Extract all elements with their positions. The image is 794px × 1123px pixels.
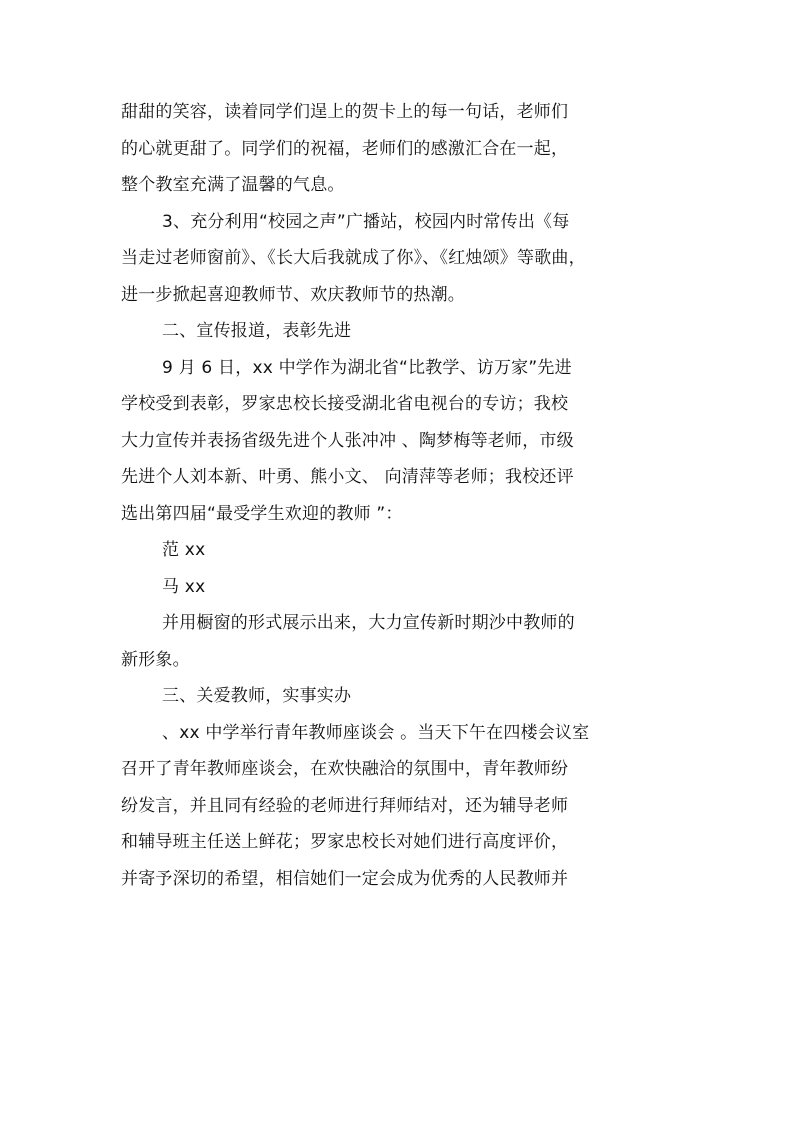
text-line: 当走过老师窗前》、《长大后我就成了你》、《红烛颂》等歌曲， bbox=[121, 248, 586, 268]
text-line: 大力宣传并表扬省级先进个人张冲冲 、陶梦梅等老师，市级 bbox=[121, 430, 574, 451]
text-line: 9 月 6 日，xx 中学作为湖北省“比教学、访万家”先进 bbox=[162, 357, 572, 378]
paragraph-section-3-body bbox=[121, 715, 681, 898]
text-line: 选出第四届“最受学生欢迎的教师 ”： bbox=[121, 503, 403, 524]
text-line: 整个教室充满了温馨的气息。 bbox=[121, 175, 345, 195]
text-line: 的心就更甜了。同学们的祝福，老师们的感激汇合在一起， bbox=[121, 138, 569, 159]
text-line: 3、充分利用“校园之声”广播站，校园内时常传出《每 bbox=[162, 211, 570, 232]
paragraph-showcase bbox=[121, 605, 681, 678]
text-line: 先进个人刘本新、叶勇、熊小文、 向清萍等老师；我校还评 bbox=[121, 467, 574, 487]
text-line: 范 xx bbox=[162, 540, 206, 560]
section-heading-care bbox=[121, 678, 681, 715]
text-line: 并用橱窗的形式展示出来，大力宣传新时期沙中教师的 bbox=[162, 613, 575, 633]
paragraph-section-2-body bbox=[121, 350, 681, 533]
text-line: 并寄予深切的希望，相信她们一定会成为优秀的人民教师并 bbox=[121, 868, 569, 889]
heading-text: 二、宣传报道，表彰先进 bbox=[162, 321, 352, 341]
text-line: 甜甜的笑容，读着同学们逞上的贺卡上的每一句话，老师们 bbox=[121, 102, 569, 122]
heading-text: 三、关爱教师，实事实办 bbox=[162, 686, 352, 706]
text-line: 新形象。 bbox=[121, 649, 190, 670]
text-line: 进一步掀起喜迎教师节、欢庆教师节的热潮。 bbox=[121, 284, 465, 305]
document-body bbox=[121, 94, 681, 897]
paragraph-item-3 bbox=[121, 204, 681, 314]
teacher-name-1 bbox=[121, 532, 681, 569]
teacher-name-2 bbox=[121, 569, 681, 606]
paragraph-intro-continued bbox=[121, 94, 681, 204]
text-line: 马 xx bbox=[162, 576, 206, 597]
text-line: 纷发言，并且同有经验的老师进行拜师结对，还为辅导老师 bbox=[121, 795, 569, 816]
text-line: 学校受到表彰，罗家忠校长接受湖北省电视台的专访；我校 bbox=[121, 394, 569, 414]
text-line: 和辅导班主任送上鲜花；罗家忠校长对她们进行高度评价， bbox=[121, 832, 569, 852]
section-heading-publicity bbox=[121, 313, 681, 350]
text-line: 召开了青年教师座谈会，在欢快融洽的氛围中，青年教师纷 bbox=[121, 759, 569, 779]
text-line: 、xx 中学举行青年教师座谈会 。当天下午在四楼会议室 bbox=[162, 722, 590, 743]
